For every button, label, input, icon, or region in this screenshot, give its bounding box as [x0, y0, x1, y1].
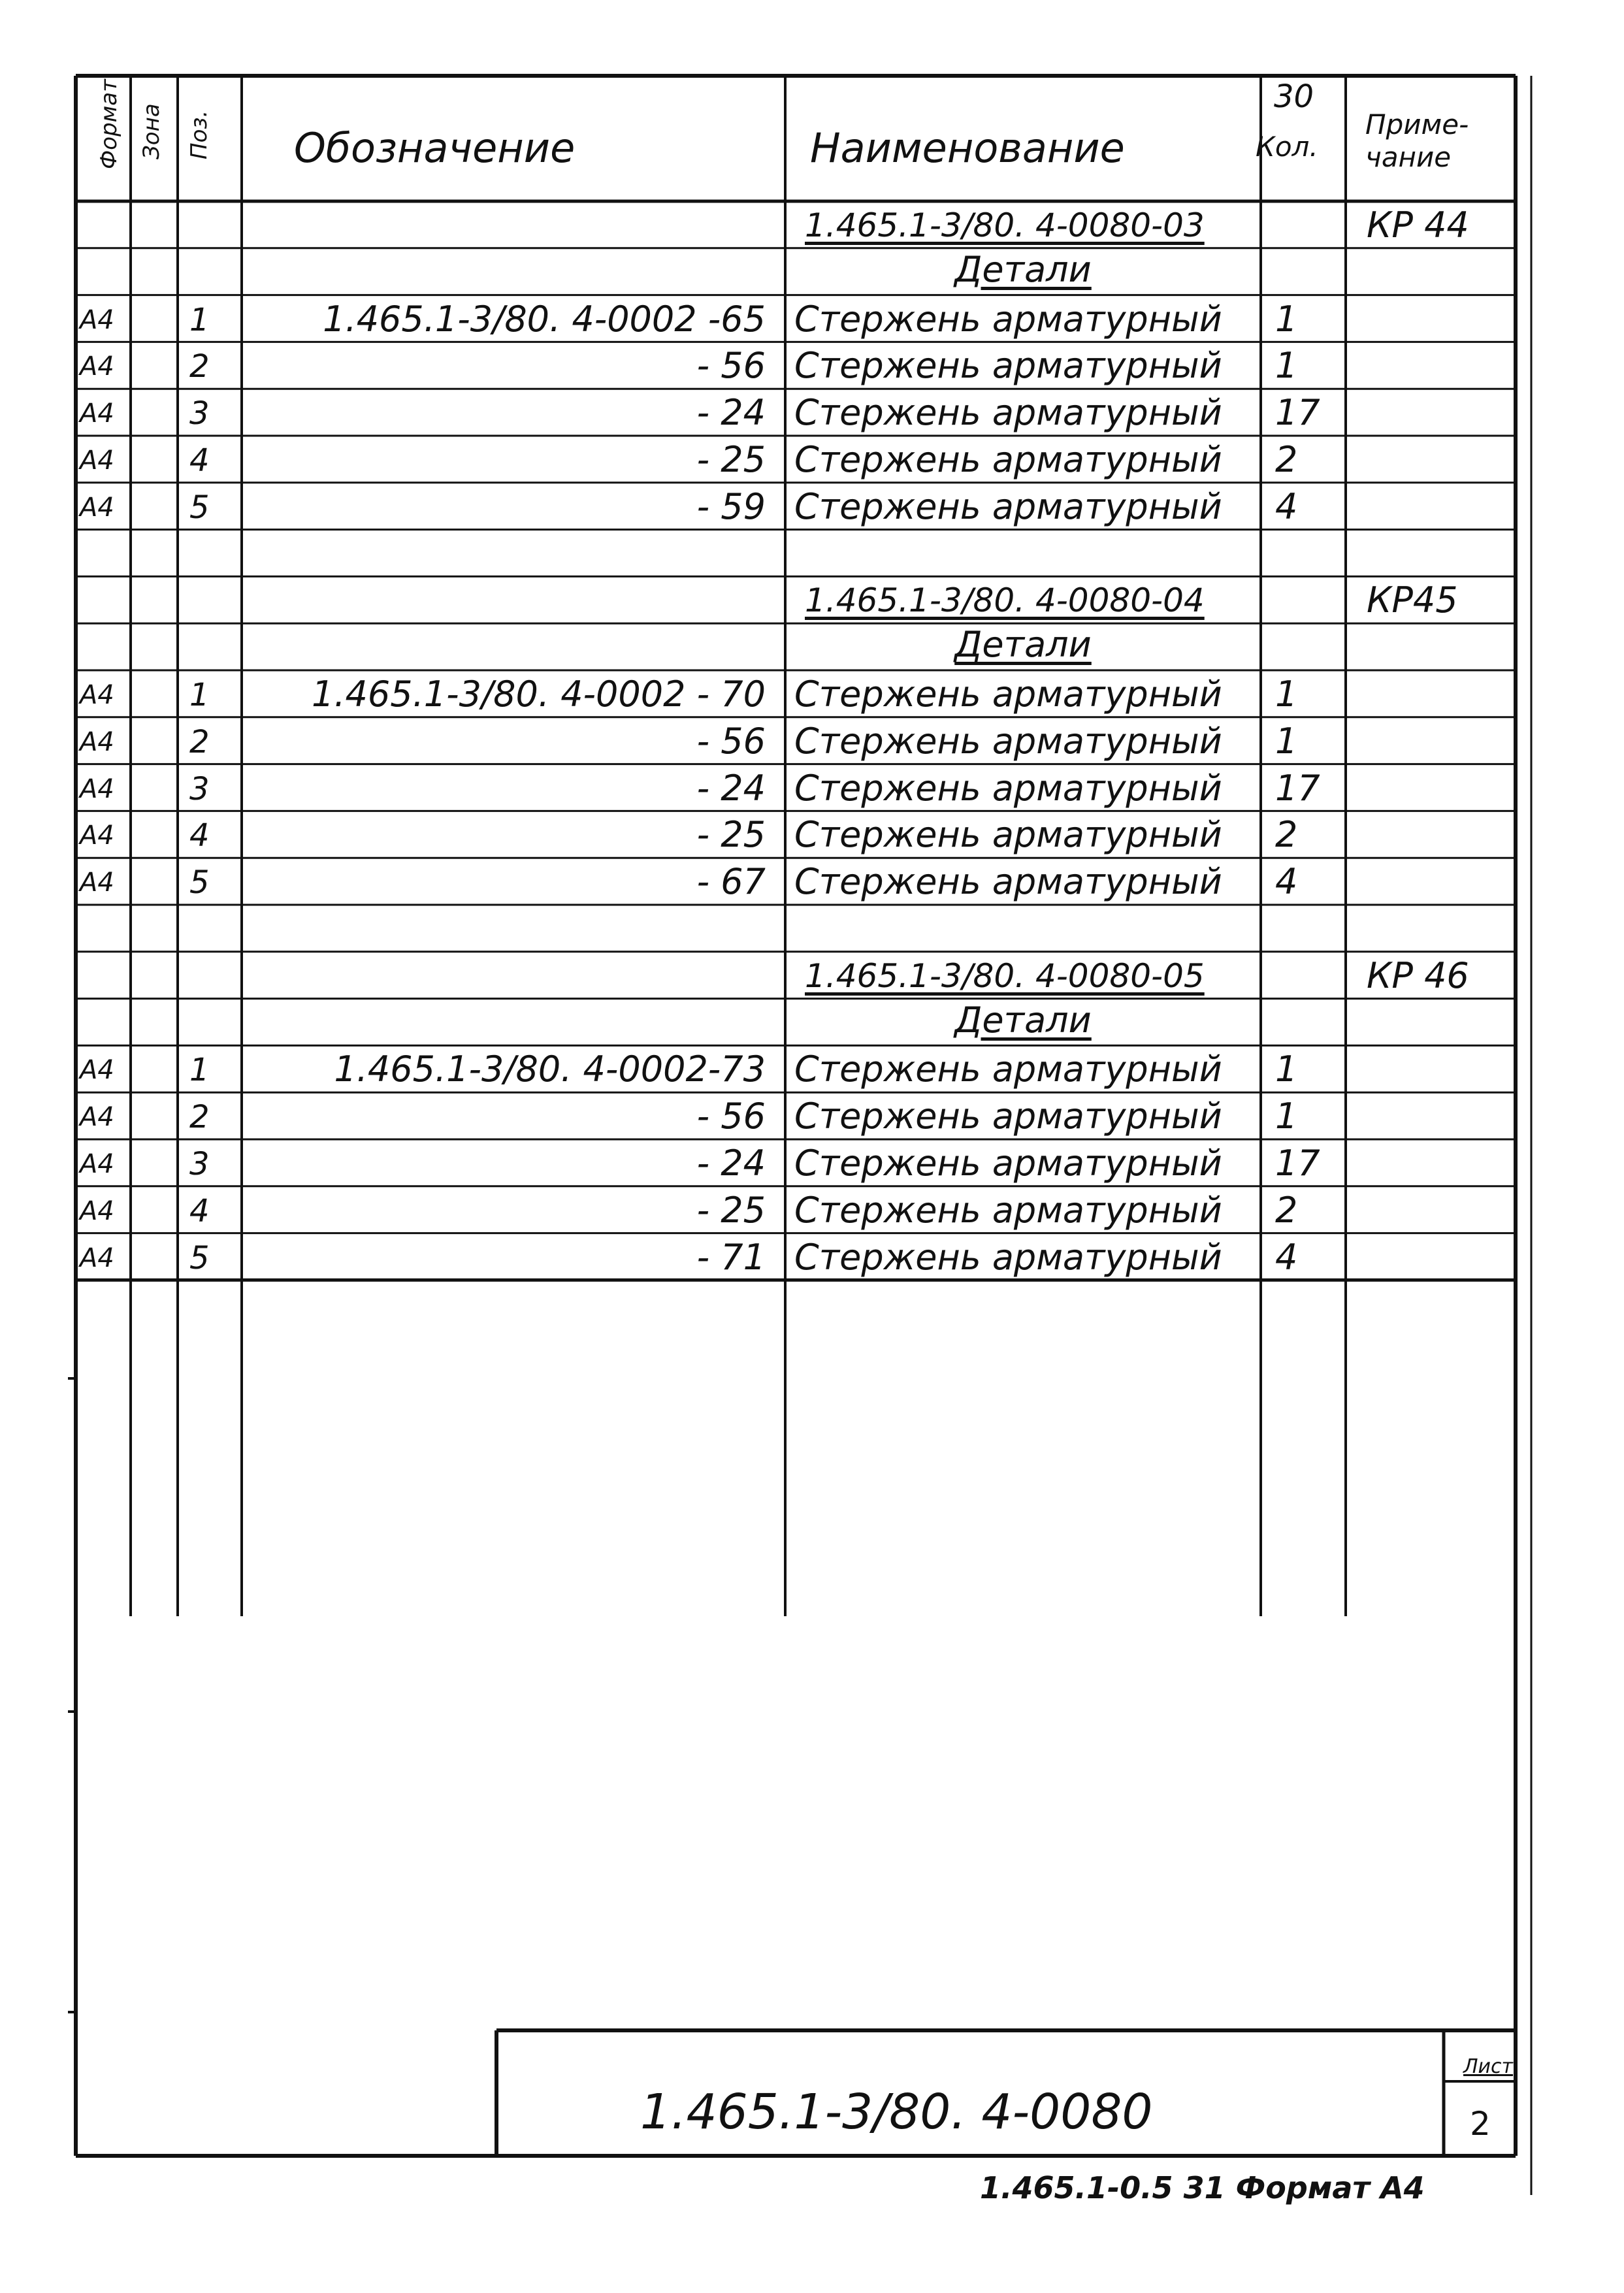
title-block-sheet-label: Лист — [1463, 2055, 1514, 2078]
cell-format: А4 — [80, 492, 114, 523]
cell-name: Стержень арматурный — [794, 1189, 1222, 1231]
cell-quantity: 4 — [1275, 485, 1298, 527]
header-corner-mark: 30 — [1274, 78, 1314, 115]
cell-designation: - 24 — [696, 1143, 766, 1184]
header-name: Наименование — [810, 124, 1125, 172]
section-title: Детали — [954, 999, 1092, 1041]
cell-designation: - 25 — [696, 1189, 766, 1231]
cell-format: А4 — [80, 1102, 114, 1133]
cell-name: Стержень арматурный — [794, 1236, 1222, 1278]
cell-designation: - 59 — [696, 485, 766, 527]
cell-position: 3 — [189, 395, 210, 432]
header-zone: Зона — [138, 103, 165, 159]
cell-format: А4 — [80, 1149, 114, 1179]
cell-name: Стержень арматурный — [794, 485, 1222, 527]
section-title: Детали — [954, 248, 1092, 290]
assembly-designation: 1.465.1-3/80. 4-0080-05 — [805, 956, 1205, 995]
cell-quantity: 1 — [1275, 720, 1298, 762]
header-format: Формат — [96, 79, 122, 169]
cell-quantity: 2 — [1275, 439, 1298, 480]
cell-format: А4 — [80, 304, 114, 335]
cell-quantity: 1 — [1275, 1049, 1298, 1090]
cell-designation: - 56 — [696, 1096, 766, 1137]
cell-name: Стержень арматурный — [794, 1096, 1222, 1137]
cell-designation: 1.465.1-3/80. 4-0002 -65 — [323, 298, 766, 340]
cell-name: Стержень арматурный — [794, 392, 1222, 434]
cell-designation: - 25 — [696, 439, 766, 480]
cell-position: 5 — [189, 489, 210, 526]
cell-position: 1 — [189, 1052, 210, 1089]
cell-quantity: 17 — [1275, 767, 1320, 809]
header-note-2: чание — [1365, 141, 1452, 173]
cell-position: 2 — [189, 348, 210, 385]
cell-position: 4 — [189, 442, 210, 479]
cell-designation: - 67 — [696, 861, 766, 903]
cell-format: А4 — [80, 868, 114, 898]
cell-designation: - 24 — [696, 392, 766, 434]
cell-format: А4 — [80, 351, 114, 382]
title-block-code: 1.465.1-3/80. 4-0080 — [640, 2084, 1153, 2140]
header-qty: Кол. — [1256, 131, 1318, 163]
cell-name: Стержень арматурный — [794, 1049, 1222, 1090]
cell-note: КР 46 — [1367, 954, 1469, 996]
cell-quantity: 1 — [1275, 298, 1298, 340]
cell-note: КР45 — [1367, 579, 1458, 621]
cell-format: А4 — [80, 446, 114, 476]
cell-quantity: 1 — [1275, 674, 1298, 715]
cell-name: Стержень арматурный — [794, 439, 1222, 480]
cell-designation: 1.465.1-3/80. 4-0002-73 — [334, 1049, 766, 1090]
cell-quantity: 2 — [1275, 1189, 1298, 1231]
cell-position: 4 — [189, 817, 210, 854]
cell-name: Стержень арматурный — [794, 767, 1222, 809]
cell-position: 3 — [189, 770, 210, 807]
section-title: Детали — [954, 624, 1092, 666]
cell-format: А4 — [80, 680, 114, 710]
cell-position: 5 — [189, 864, 210, 902]
cell-note: КР 44 — [1367, 204, 1469, 246]
assembly-designation: 1.465.1-3/80. 4-0080-04 — [805, 581, 1205, 620]
cell-format: А4 — [80, 773, 114, 804]
cell-format: А4 — [80, 1195, 114, 1226]
cell-name: Стержень арматурный — [794, 861, 1222, 903]
header-note-1: Приме- — [1365, 108, 1469, 140]
cell-designation: - 56 — [696, 345, 766, 387]
cell-position: 1 — [189, 301, 210, 338]
cell-format: А4 — [80, 821, 114, 851]
cell-designation: - 56 — [696, 720, 766, 762]
cell-format: А4 — [80, 726, 114, 757]
cell-format: А4 — [80, 1055, 114, 1086]
footer-stamp: 1.465.1-0.5 31 Формат А4 — [980, 2170, 1425, 2205]
assembly-designation: 1.465.1-3/80. 4-0080-03 — [805, 206, 1205, 244]
cell-position: 4 — [189, 1192, 210, 1229]
cell-name: Стержень арматурный — [794, 674, 1222, 715]
cell-position: 1 — [189, 677, 210, 713]
cell-format: А4 — [80, 1243, 114, 1273]
cell-position: 2 — [189, 723, 210, 760]
cell-designation: - 24 — [696, 767, 766, 809]
cell-quantity: 1 — [1275, 345, 1298, 387]
cell-quantity: 2 — [1275, 814, 1298, 856]
cell-designation: - 25 — [696, 814, 766, 856]
cell-position: 2 — [189, 1099, 210, 1136]
cell-name: Стержень арматурный — [794, 298, 1222, 340]
cell-name: Стержень арматурный — [794, 1143, 1222, 1184]
header-designation: Обозначение — [294, 124, 576, 172]
cell-position: 5 — [189, 1239, 210, 1277]
cell-quantity: 4 — [1275, 1236, 1298, 1278]
cell-designation: - 71 — [696, 1236, 766, 1278]
cell-designation: 1.465.1-3/80. 4-0002 - 70 — [312, 674, 766, 715]
cell-position: 3 — [189, 1146, 210, 1182]
cell-quantity: 17 — [1275, 1143, 1320, 1184]
cell-quantity: 4 — [1275, 861, 1298, 903]
header-pos: Поз. — [186, 110, 212, 159]
cell-name: Стержень арматурный — [794, 345, 1222, 387]
cell-quantity: 17 — [1275, 392, 1320, 434]
cell-name: Стержень арматурный — [794, 720, 1222, 762]
cell-name: Стержень арматурный — [794, 814, 1222, 856]
cell-quantity: 1 — [1275, 1096, 1298, 1137]
cell-format: А4 — [80, 398, 114, 429]
title-block-sheet-number: 2 — [1470, 2105, 1491, 2143]
